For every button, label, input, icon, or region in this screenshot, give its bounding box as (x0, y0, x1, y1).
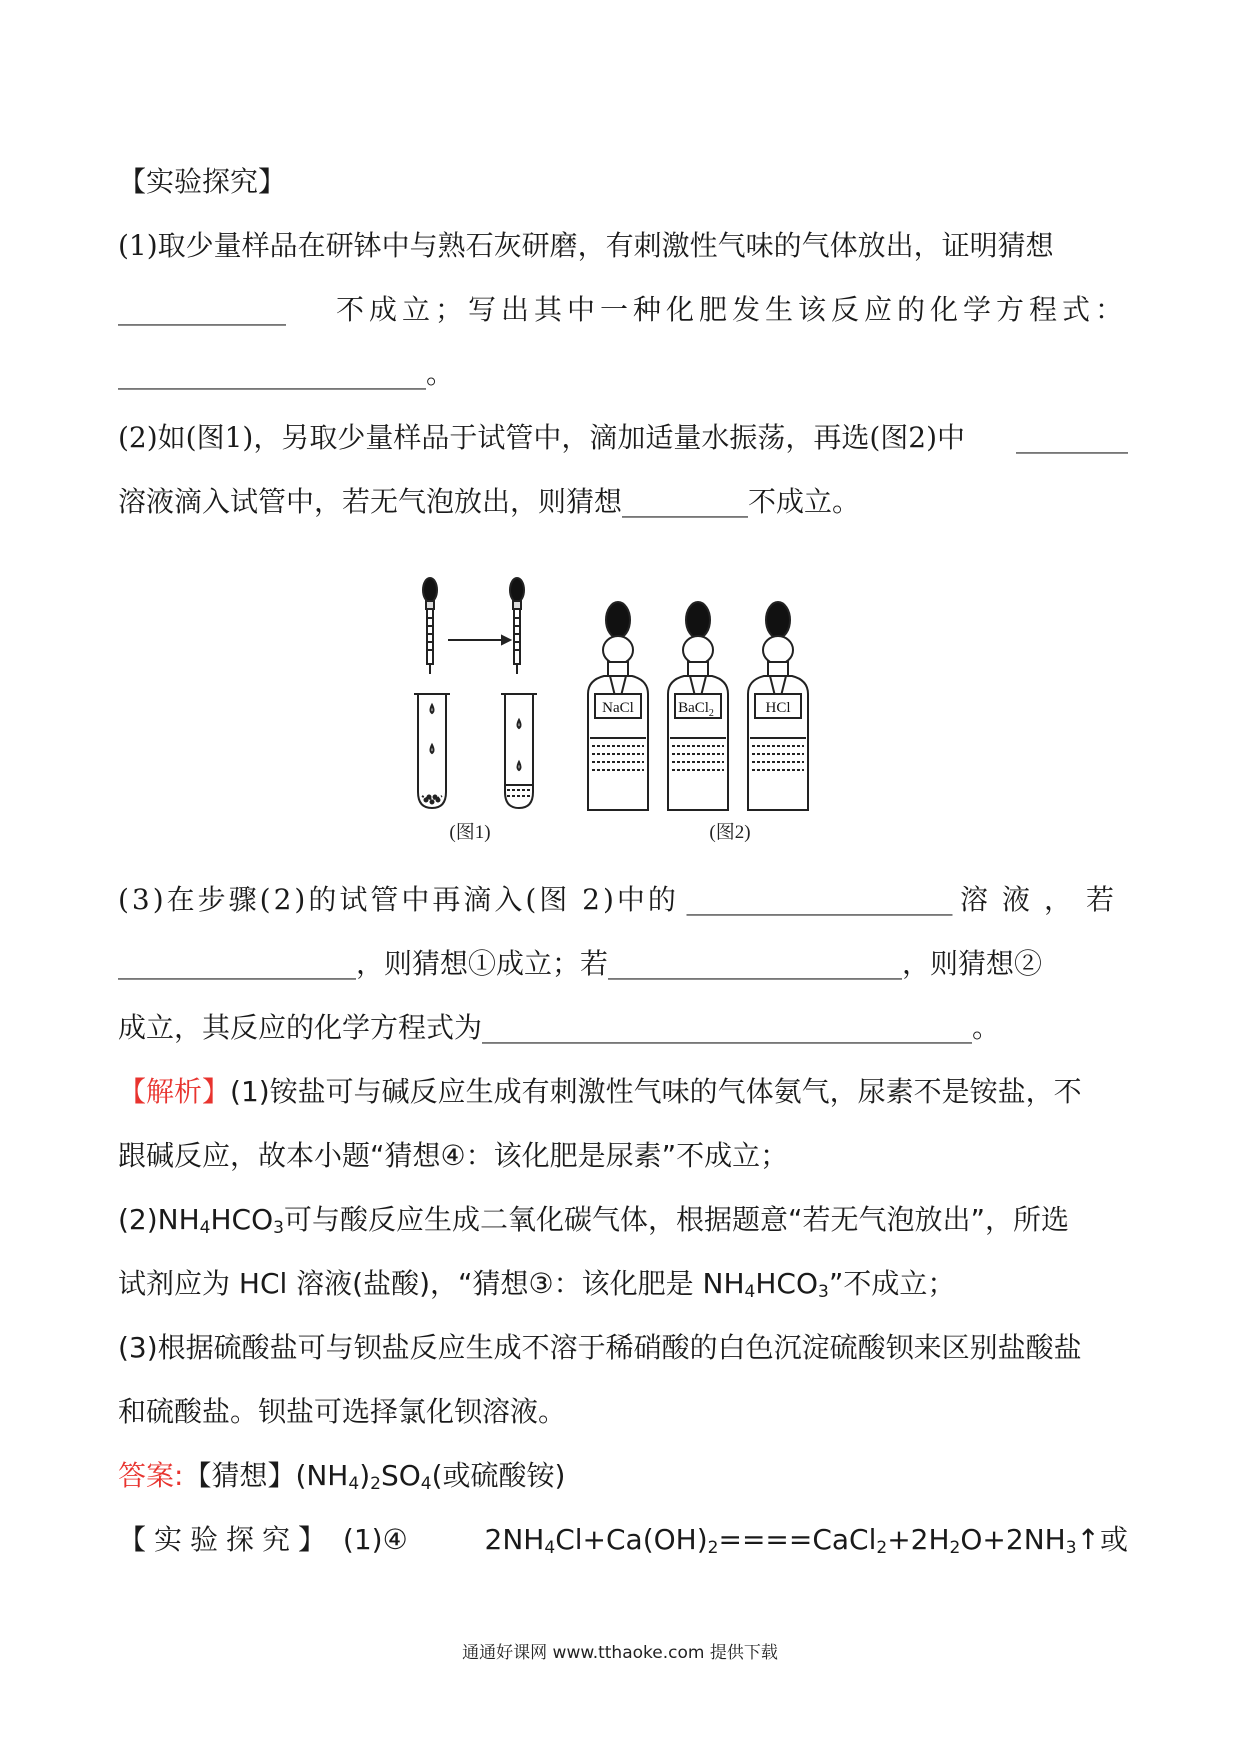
q3-line3: 成立，其反应的化学方程式为___________________________________。 (118, 1011, 1001, 1044)
q2-line2: 溶液滴入试管中，若无气泡放出，则猜想_________不成立。 (118, 485, 861, 518)
q3-blank1: ___________________ (686, 883, 953, 916)
explore-label: 【实验探究】 (118, 1523, 335, 1556)
bottle-label-bacl-subscript: 2 (708, 708, 714, 719)
q1-line1: (1)取少量样品在研钵中与熟石灰研磨，有刺激性气味的气体放出，证明猜想 (118, 229, 1054, 262)
page-footer: 通通好课网 www.tthaoke.com 提供下载 (462, 1643, 778, 1663)
fig1-group (414, 578, 537, 808)
p2-b-sub: 3 (273, 1218, 284, 1238)
p2-b: HCO (210, 1203, 274, 1236)
q3-line2: _________________，则猜想①成立；若_____________________，则猜想② (118, 947, 1043, 980)
equation (485, 1520, 1128, 1560)
eq-a: 2NH (484, 1523, 545, 1556)
answer-line1 (118, 1456, 1128, 1496)
p2-line2-sub2: 3 (818, 1282, 829, 1302)
eq-sub1: 4 (544, 1538, 556, 1558)
apparatus-figure (400, 570, 840, 850)
eq-b: Cl+Ca(OH) (555, 1523, 708, 1556)
q1-line2-text: 不成立；写出其中一种化肥发生该反应的化学方程式： (335, 293, 1128, 326)
eq-sub3: 2 (876, 1538, 888, 1558)
q2-line1-text: (2)如(图1)，另取少量样品于试管中，滴加适量水振荡，再选(图2)中 (118, 421, 965, 454)
q3-line1-text: (3)在步骤(2)的试管中再滴入(图 2)中的 (118, 883, 679, 916)
explore-group (118, 1520, 408, 1560)
guess-sub1: 4 (348, 1474, 360, 1494)
fig2-caption: (图2) (709, 822, 751, 843)
analysis-p3-line1: (3)根据硫酸盐可与钡盐反应生成不溶于稀硝酸的白色沉淀硫酸钡来区别盐酸盐 (118, 1331, 1082, 1364)
analysis-p2-line1 (118, 1200, 1128, 1240)
eq-c: ====CaCl (718, 1523, 877, 1556)
q3-line1-end: 溶液，若 (959, 883, 1128, 916)
p2-c: 可与酸反应生成二氧化碳气体，根据题意“若无气泡放出”，所选 (283, 1203, 1069, 1236)
guess-sub3: 4 (420, 1474, 432, 1494)
guess-c: SO (380, 1459, 421, 1492)
p2-line2-c: ”不成立； (828, 1267, 956, 1300)
bottle-label-bacl: BaCl (678, 700, 709, 716)
answer-line2 (118, 1520, 1128, 1560)
analysis-p1-line2: 跟碱反应，故本小题“猜想④：该化肥是尿素”不成立； (118, 1139, 789, 1172)
q2-line1 (118, 418, 1128, 458)
q1-line2 (118, 290, 1128, 330)
eq-sub4: 2 (949, 1538, 961, 1558)
q1-blank: ____________ (118, 293, 286, 326)
p2-a-sub: 4 (199, 1218, 211, 1238)
analysis-label: 【解析】 (118, 1075, 231, 1108)
eq-f: ↑或 (1076, 1523, 1128, 1556)
p2-line2-b: HCO (755, 1267, 819, 1300)
eq-e: O+2NH (960, 1523, 1066, 1556)
analysis-p1-text: (1)铵盐可与碱反应生成有刺激性气味的气体氨气，尿素不是铵盐，不 (230, 1075, 1082, 1108)
guess-b: ) (359, 1459, 371, 1492)
analysis-p2-line2 (118, 1264, 1128, 1304)
guess-d: (或硫酸铵) (431, 1459, 566, 1492)
q1-line3: ______________________。 (118, 357, 455, 390)
fig1-caption: (图1) (449, 822, 491, 843)
q2-blank: ________ (1016, 421, 1128, 454)
p2-line2-sub1: 4 (744, 1282, 756, 1302)
p2-a: (2)NH (118, 1203, 200, 1236)
eq-sub2: 2 (707, 1538, 719, 1558)
explore-num: (1)④ (342, 1523, 408, 1556)
q3-line1 (118, 880, 1128, 920)
eq-d: +2H (887, 1523, 950, 1556)
answer-label: 答案: (118, 1459, 184, 1492)
guess-sub2: 2 (370, 1474, 381, 1494)
p2-line2-a: 试剂应为 HCl 溶液(盐酸)，“猜想③：该化肥是 NH (118, 1267, 745, 1300)
analysis-p3-line2: 和硫酸盐。钡盐可选择氯化钡溶液。 (118, 1395, 567, 1428)
eq-sub5: 3 (1065, 1538, 1077, 1558)
bottle-label-nacl: NaCl (602, 700, 634, 716)
analysis-p1-line1 (118, 1072, 1128, 1112)
bottle-label-hcl: HCl (765, 700, 791, 716)
section-heading: 【实验探究】 (118, 165, 287, 198)
guess-a: 【猜想】(NH (183, 1459, 349, 1492)
